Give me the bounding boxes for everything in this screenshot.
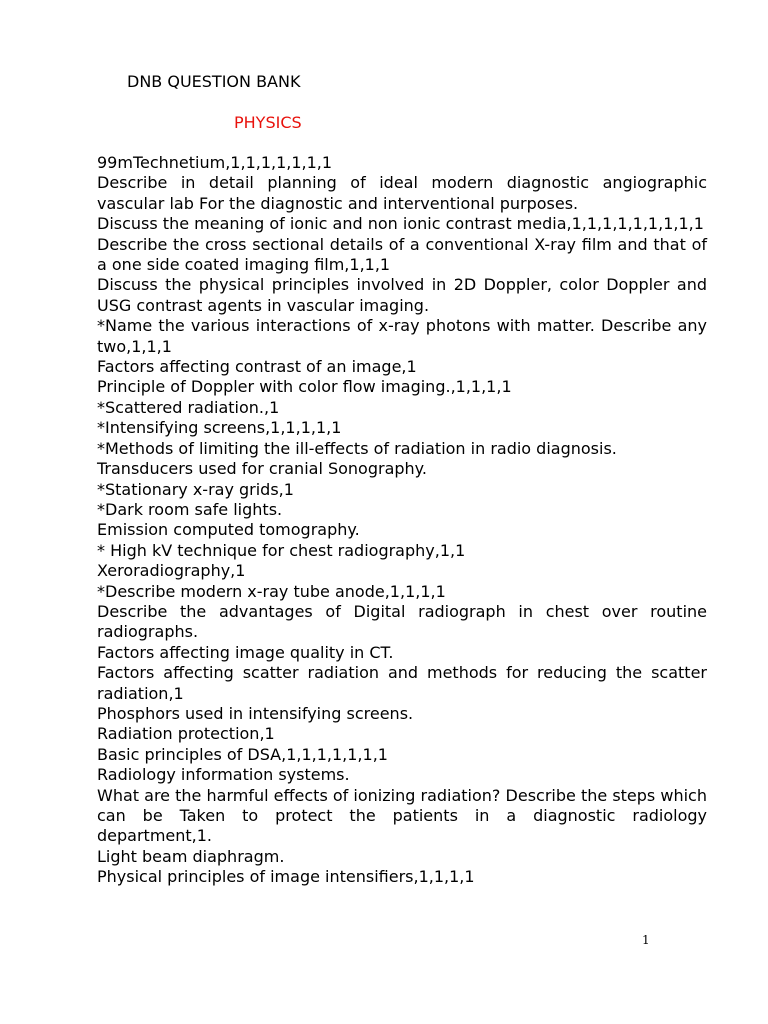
question-item: *Describe modern x-ray tube anode,1,1,1,1 [97, 581, 446, 601]
document-title: DNB QUESTION BANK [127, 72, 301, 91]
question-item: Radiology information systems. [97, 765, 350, 785]
question-list [97, 153, 707, 888]
question-item: Emission computed tomography. [97, 520, 360, 540]
question-item: Describe in detail planning of ideal modern diagnostic angiographic vascular lab For the diagnostic and interventional purposes. [97, 173, 707, 213]
question-item: Light beam diaphragm. [97, 846, 285, 866]
question-item: * High kV technique for chest radiography,1,1 [97, 540, 466, 560]
question-item: Factors affecting contrast of an image,1 [97, 357, 417, 377]
question-item: Radiation protection,1 [97, 724, 275, 744]
page-number: 1 [642, 933, 650, 947]
question-item: Factors affecting scatter radiation and methods for reducing the scatter radiation,1 [97, 663, 707, 703]
question-item: Principle of Doppler with color flow imaging.,1,1,1,1 [97, 377, 512, 397]
question-item: Describe the cross sectional details of a conventional X-ray film and that of a one side coated imaging film,1,1,1 [97, 234, 707, 275]
question-item: *Dark room safe lights. [97, 499, 283, 519]
question-item: Phosphors used in intensifying screens. [97, 703, 414, 723]
question-item: What are the harmful effects of ionizing radiation? Describe the steps which can be Taken to protect the patients in a diagnostic radiology department,1. [97, 785, 707, 846]
question-item: Factors affecting image quality in CT. [97, 642, 394, 662]
question-item: *Intensifying screens,1,1,1,1,1 [97, 418, 342, 438]
question-item: Transducers used for cranial Sonography. [97, 459, 427, 479]
section-heading-physics: PHYSICS [234, 113, 302, 132]
question-item: Discuss the meaning of ionic and non ionic contrast media,1,1,1,1,1,1,1,1,1 [97, 214, 704, 234]
question-item: Basic principles of DSA,1,1,1,1,1,1,1 [97, 744, 388, 764]
question-item: Physical principles of image intensifiers,1,1,1,1 [97, 867, 475, 887]
question-item: Describe the advantages of Digital radiograph in chest over routine radiographs. [97, 601, 707, 642]
question-item: *Methods of limiting the ill-effects of radiation in radio diagnosis. [97, 438, 617, 458]
question-item: Xeroradiography,1 [97, 561, 246, 581]
question-item: *Stationary x-ray grids,1 [97, 479, 294, 499]
question-item: 99mTechnetium,1,1,1,1,1,1,1 [97, 153, 333, 172]
question-item: Discuss the physical principles involved in 2D Doppler, color Doppler and USG contrast agents in vascular imaging. [97, 275, 707, 315]
question-item: *Scattered radiation.,1 [97, 397, 280, 417]
question-item: *Name the various interactions of x-ray photons with matter. Describe any two,1,1,1 [97, 316, 707, 356]
